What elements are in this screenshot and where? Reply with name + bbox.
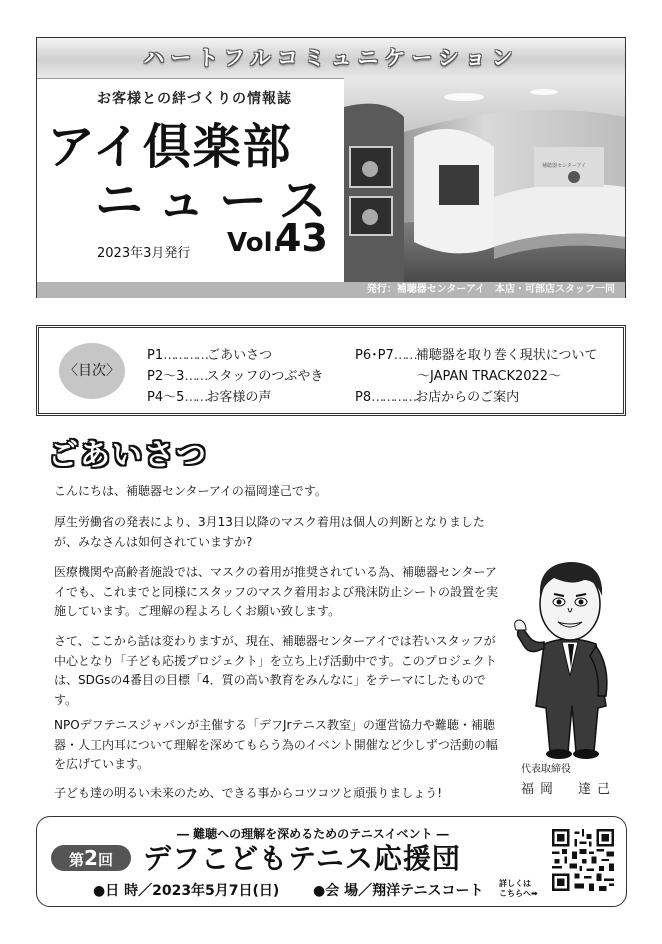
banner [37, 38, 625, 79]
newsletter-header [36, 37, 626, 298]
toc-title: スタッフのつぶやき [206, 369, 324, 384]
toc-leader: ………… [163, 348, 208, 363]
toc-item [355, 386, 519, 405]
representative-title: 代表取締役 [521, 764, 571, 775]
table-of-contents [36, 325, 626, 416]
representative-caricature [514, 556, 624, 760]
issue-date: 2023年3月発行 [97, 246, 191, 261]
toc-leader: …… [184, 369, 207, 384]
event-announcement [36, 816, 627, 907]
badge-prefix: 第 [69, 851, 85, 869]
qr-code[interactable] [552, 829, 614, 891]
event-subtitle: ― 難聴への理解を深めるためのテニスイベント ― [177, 827, 449, 841]
qr-note-line2: こちらへ➡ [499, 889, 538, 898]
event-title: デフこどもテニス応援団 [143, 842, 461, 875]
greeting-paragraph: NPOデフテニスジャパンが主催する「デフJrテニス教室」の運営協力や難聴・補聴器・人工内耳について理解を深めてもらう為のイベント開催など少しずつ活動の幅を広げています。 [54, 718, 498, 771]
toc-leader: …… [184, 390, 207, 405]
badge-number: 2 [84, 846, 98, 870]
toc-page: P8 [355, 390, 372, 405]
toc-page: P6･P7 [355, 348, 394, 363]
toc-title: お客様の声 [206, 390, 272, 405]
toc-item [147, 386, 271, 405]
toc-item-continued [417, 365, 561, 384]
toc-title: お店からのご案内 [415, 390, 520, 405]
newsletter-title-line1: アイ倶楽部 [47, 119, 293, 175]
toc-item [147, 344, 272, 363]
toc-leader: ………… [371, 390, 416, 405]
svg-text:補聴器センターアイ: 補聴器センターアイ [542, 163, 587, 169]
event-venue: ●会 場／翔洋テニスコート [313, 883, 484, 899]
toc-badge: 〈目次〉 [59, 343, 125, 399]
toc-title: ～JAPAN TRACK2022～ [417, 369, 562, 384]
badge-suffix: 回 [97, 851, 113, 869]
representative-name: 福岡 達己 [521, 782, 617, 797]
event-edition-badge [51, 845, 131, 871]
toc-page: P4～5 [147, 390, 185, 405]
publisher-credit: 発行：補聴器センターアイ 本店・可部店スタッフ一同 [366, 284, 615, 295]
qr-note-line1: 詳しくは [499, 879, 531, 888]
store-interior-photo [344, 77, 625, 282]
greeting-heading: ごあいさつ [48, 438, 208, 473]
toc-title: 補聴器を取り巻く現状について [415, 348, 598, 363]
toc-item [147, 365, 323, 384]
qr-note [499, 879, 538, 899]
greeting-paragraph: さて、ここから話は変わりますが、現在、補聴器センターアイでは若いスタッフが中心となり「子ども応援プロジェクト」を立ち上げ活動中です。このプロジェクトは、SDGsの4番目の目標「4．質の高い教育をみんなに」をテーマにしたものです。 [54, 634, 497, 707]
toc-leader: …… [393, 348, 416, 363]
event-datetime: ●日 時／2023年5月7日(日) [93, 883, 280, 899]
volume-number: 43 [275, 216, 328, 260]
volume-label: Vol. [227, 228, 283, 258]
toc-page: P2～3 [147, 369, 185, 384]
toc-page: P1 [147, 348, 164, 363]
newsletter-title-line2: ニュース [95, 173, 341, 229]
greeting-paragraph: こんにちは、補聴器センターアイの福岡達己です。 [54, 484, 327, 498]
toc-item [355, 344, 597, 363]
publisher-bar [37, 282, 625, 298]
greeting-paragraph: 厚生労働省の発表により、3月13日以降のマスク着用は個人の判断となりましたが、みなさんは如何されていますか? [54, 515, 485, 549]
banner-text: ハートフルコミュニケーション [143, 46, 519, 70]
toc-title: ごあいさつ [207, 348, 273, 363]
greeting-paragraph: 医療機関や高齢者施設では、マスクの着用が推奨されている為、補聴器センターアイでも、これまでと同様にスタッフのマスク着用および飛沫防止シートの設置を実施しています。ご理解の程よろしくお願い致します。 [54, 565, 499, 618]
newsletter-subtitle: お客様との絆づくりの情報誌 [97, 91, 292, 107]
greeting-paragraph: 子ども達の明るい未来のため、できる事からコツコツと頑張りましょう! [54, 786, 443, 800]
